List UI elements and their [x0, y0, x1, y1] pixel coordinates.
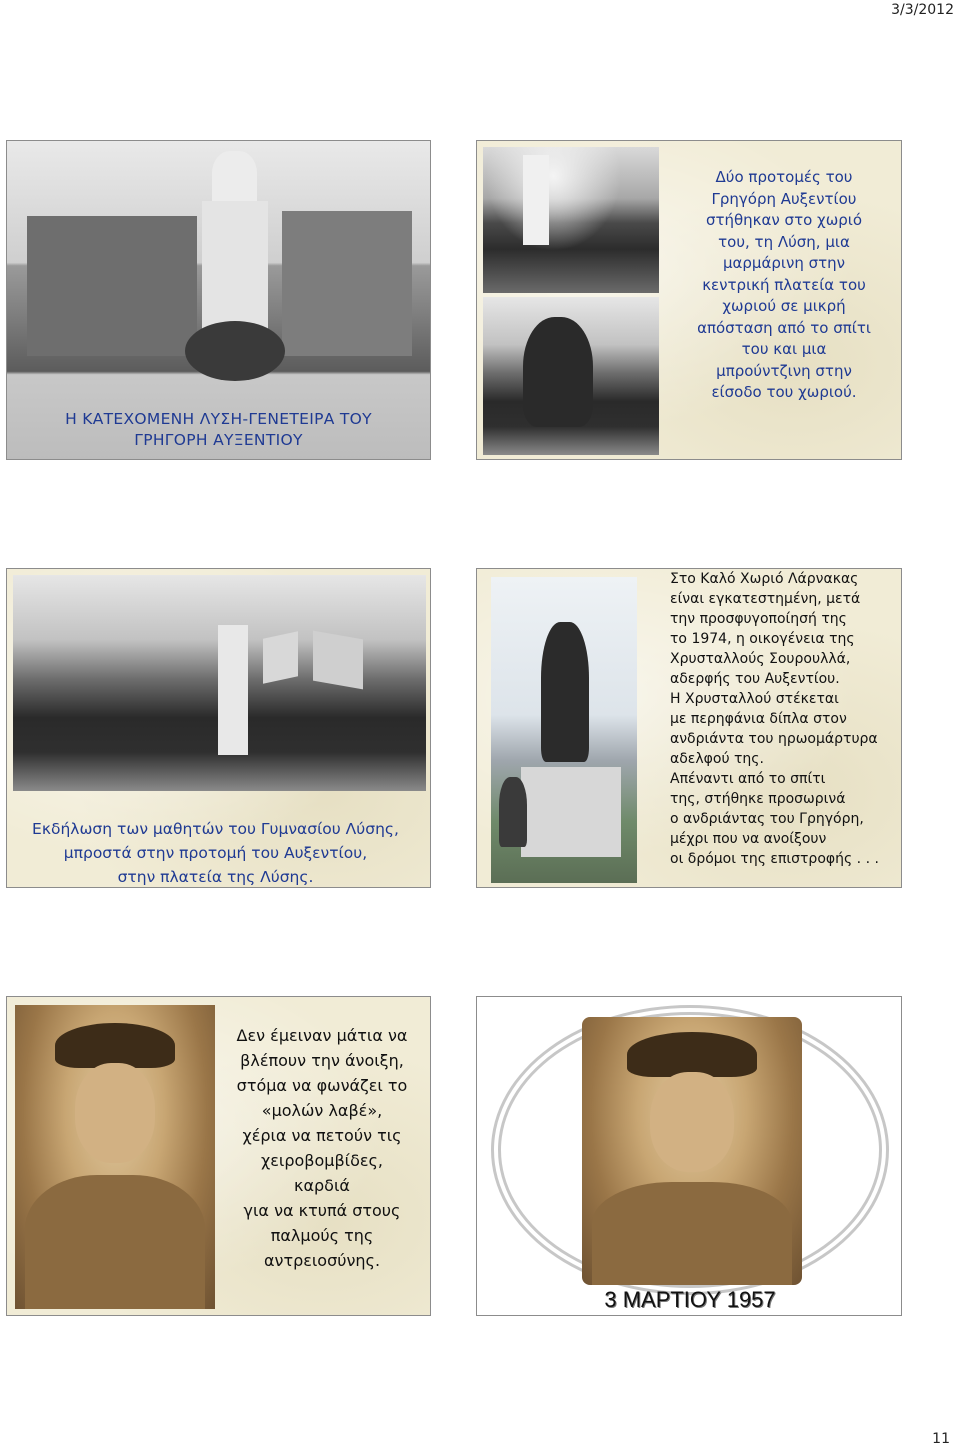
photo-bronze-bust — [483, 297, 659, 455]
slide2-caption: Δύο προτομές του Γρηγόρη Αυξεντίου στήθηκαν στο χωριό του, τη Λύση, μια μαρμάρινη στην κεντρική πλατεία του χωριού σε μικρή απόσταση από το σπίτι του και μια μπρούντζινη στην είσοδο του χωριού. — [697, 168, 871, 401]
building-right — [282, 211, 412, 356]
bust-pedestal — [218, 625, 248, 755]
flag-left — [263, 631, 298, 683]
photo-statue-with-sister — [491, 577, 637, 883]
portrait-face — [75, 1063, 155, 1163]
print-date: 3/3/2012 — [891, 2, 954, 18]
statue-base — [521, 767, 621, 857]
slide5-poem: Δεν έμειναν μάτια να βλέπουν την άνοιξη, στόμα να φωνάζει το «μολών λαβέ», χέρια να πετούν τις χειροβομβίδες, καρδιά για να κτυπά στους παλμούς της αντρειοσύνης. — [236, 1026, 408, 1270]
woman-figure — [499, 777, 527, 847]
portrait-shoulders — [25, 1175, 205, 1309]
photo-students-gathering — [13, 575, 426, 791]
photo-marble-bust-ceremony — [483, 147, 659, 293]
slide-two-busts — [476, 140, 902, 460]
bronze-bust — [523, 317, 593, 427]
slide6-title: 3 ΜΑΡΤΙΟΥ 1957 — [604, 1287, 776, 1312]
slide-statue-kalo-chorio — [476, 568, 902, 888]
slide-students-event — [6, 568, 431, 888]
portrait-cap — [627, 1032, 757, 1077]
portrait-shoulders — [592, 1182, 792, 1285]
wreath-flowers — [185, 321, 285, 381]
flag-right — [313, 631, 363, 690]
portrait-cap — [55, 1023, 175, 1068]
slide-poem — [6, 996, 431, 1316]
marble-bust — [523, 155, 549, 245]
slide3-caption: Εκδήλωση των μαθητών του Γυμνασίου Λύσης, μπροστά στην προτομή του Αυξεντίου, στην πλατεία της Λύσης. — [32, 820, 399, 886]
statue-figure — [541, 622, 589, 762]
building-left — [27, 216, 197, 356]
slide-lysi-village — [6, 140, 431, 460]
page-number: 11 — [932, 1431, 950, 1447]
photo-auxentiou-portrait — [15, 1005, 215, 1309]
slide1-caption: Η ΚΑΤΕΧΟΜΕΝΗ ΛΥΣΗ-ΓΕΝΕΤΕΙΡΑ ΤΟΥ ΓΡΗΓΟΡΗ ΑΥΞΕΝΤΙΟΥ — [65, 410, 372, 449]
bust-monument — [212, 151, 257, 206]
photo-auxentiou-portrait-memorial — [582, 1017, 802, 1285]
slide-memorial-wreath — [476, 996, 902, 1316]
slide4-caption: Στο Καλό Χωριό Λάρνακας είναι εγκατεστημένη, μετά την προσφυγοποίησή της το 1974, η οικογένεια της Χρυσταλλούς Σουρουλλά, αδερφής του Αυξεντίου. Η Χρυσταλλού στέκεται με περηφάνια δίπλα στον ανδριάντα του ηρωομάρτυρα αδελφού της. Απέναντι από το σπίτι της, στήθηκε προσωρινά ο ανδριάντας του Γρηγόρη, μέχρι που να ανοίξουν οι δρόμοι της επιστροφής . . . — [670, 571, 879, 867]
portrait-face — [650, 1072, 734, 1172]
